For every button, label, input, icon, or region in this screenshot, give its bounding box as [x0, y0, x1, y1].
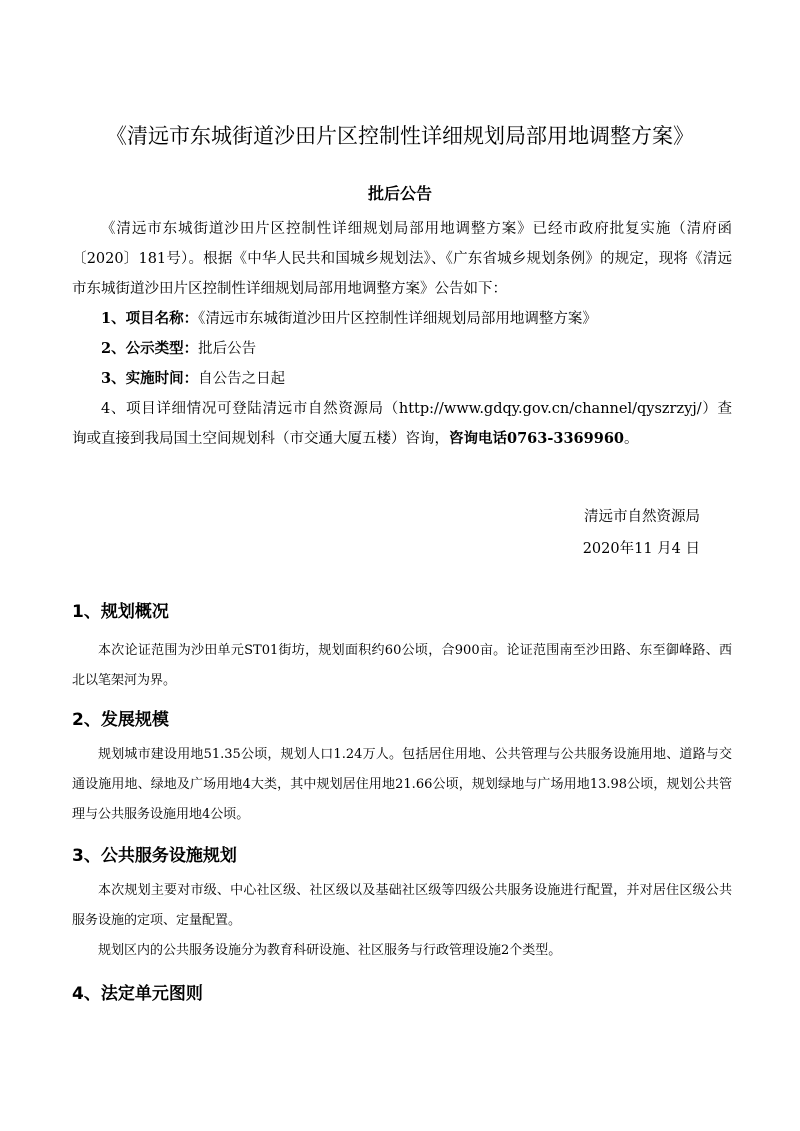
item-label: 1、项目名称：	[101, 310, 199, 327]
section-body-1	[72, 636, 732, 696]
item-label: 3、实施时间：	[101, 370, 199, 387]
details-text: 4、项目详细情况可登陆清远市自然资源局（http://www.gdqy.gov.cn/channel/qyszrzyj/）查询或直接到我局国土空间规划科（市交通大厦五楼）咨询，	[72, 401, 732, 447]
notice-body	[72, 214, 732, 454]
item-value: 《清远市东城街道沙田片区控制性详细规划局部用地调整方案》	[198, 311, 597, 327]
notice-item-type	[72, 334, 732, 364]
signature-org: 清远市自然资源局	[584, 509, 700, 525]
notice-subtitle: 批后公告	[367, 184, 432, 203]
consult-phone: 咨询电话0763-3369960	[449, 430, 624, 447]
details-end: 。	[624, 431, 639, 447]
document-title: 《清远市东城街道沙田片区控制性详细规划局部用地调整方案》	[106, 124, 694, 148]
section-heading-4: 4、法定单元图则	[72, 984, 203, 1004]
section-heading-2: 2、发展规模	[72, 710, 169, 730]
section-body-3	[72, 876, 732, 966]
section-paragraph: 本次规划主要对市级、中心社区级、社区级以及基础社区级等四级公共服务设施进行配置，并对居住区级公共服务设施的定项、定量配置。	[72, 883, 732, 928]
section-paragraph: 规划城市建设用地51.35公顷，规划人口1.24万人。包括居住用地、公共管理与公共服务设施用地、道路与交通设施用地、绿地及广场用地4大类，其中规划居住用地21.66公顷，规划绿地与广场用地13.98公顷，规划公共管理与公共服务设施用地4公顷。	[72, 747, 732, 822]
section-paragraph: 本次论证范围为沙田单元ST01街坊，规划面积约60公顷，合900亩。论证范围南至沙田路、东至御峰路、西北以笔架河为界。	[72, 643, 732, 688]
signature-block	[583, 502, 700, 564]
notice-item-details	[72, 394, 732, 454]
notice-item-time	[72, 364, 732, 394]
item-label: 2、公示类型：	[101, 340, 199, 357]
item-value: 批后公告	[198, 341, 257, 357]
section-heading-3: 3、公共服务设施规划	[72, 846, 237, 866]
notice-item-project-name	[72, 304, 732, 334]
notice-intro: 《清远市东城街道沙田片区控制性详细规划局部用地调整方案》已经市政府批复实施（清府函〔2020〕181号）。根据《中华人民共和国城乡规划法》、《广东省城乡规划条例》的规定，现将《清远市东城街道沙田片区控制性详细规划局部用地调整方案》公告如下：	[72, 221, 732, 297]
section-body-2	[72, 740, 732, 830]
item-value: 自公告之日起	[198, 371, 286, 387]
section-paragraph: 规划区内的公共服务设施分为教育科研设施、社区服务与行政管理设施2个类型。	[98, 943, 562, 958]
signature-date: 2020年11 月4 日	[582, 541, 700, 557]
section-heading-1: 1、规划概况	[72, 602, 169, 622]
